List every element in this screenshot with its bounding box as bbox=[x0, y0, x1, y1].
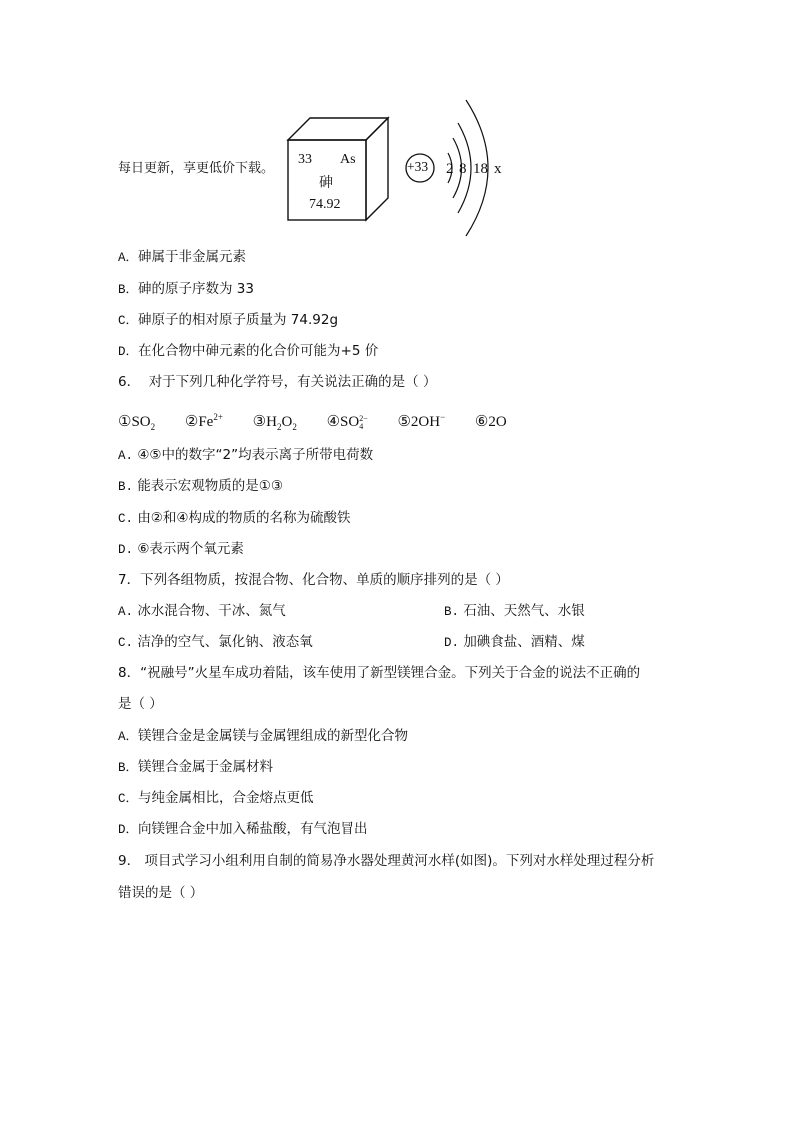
symbol-5: ⑤2OH− bbox=[397, 412, 446, 430]
q5-option-c: C．砷原子的相对原子质量为 74.92g bbox=[118, 312, 339, 328]
shell-electrons-3: 18 bbox=[473, 161, 488, 177]
shell-electrons-2: 8 bbox=[459, 161, 467, 177]
q7-stem: 7．下列各组物质，按混合物、化合物、单质的顺序排列的是（ ） bbox=[118, 572, 509, 588]
q8-option-a: A．镁锂合金是金属镁与金属锂组成的新型化合物 bbox=[118, 728, 409, 744]
q9-stem-line1: 9． 项目式学习小组利用自制的简易净水器处理黄河水样(如图)。下列对水样处理过程分析 bbox=[118, 853, 655, 869]
symbol-6: ⑥2O bbox=[474, 414, 507, 430]
q7-option-d: D. 加碘食盐、酒精、煤 bbox=[444, 634, 585, 650]
shell-electrons-4: x bbox=[494, 161, 502, 177]
q6-option-c: C. 由②和④构成的物质的名称为硫酸铁 bbox=[118, 510, 351, 526]
q7-option-b: B. 石油、天然气、水银 bbox=[444, 603, 585, 619]
q8-option-c: C．与纯金属相比，合金熔点更低 bbox=[118, 790, 314, 806]
symbol-2: $②Fe^{2+}$ bbox=[184, 412, 223, 430]
q9-stem-line2: 错误的是（ ） bbox=[118, 885, 204, 901]
q8-option-d: D．向镁锂合金中加入稀盐酸，有气泡冒出 bbox=[118, 821, 368, 837]
element-mass: 74.92 bbox=[309, 197, 341, 212]
q6-option-a: A. ④⑤中的数字“2”均表示离子所带电荷数 bbox=[118, 447, 374, 463]
q6-option-b: B. 能表示宏观物质的是①③ bbox=[118, 478, 284, 494]
element-name: 砷 bbox=[319, 176, 333, 191]
element-atomic-number: 33 bbox=[298, 152, 312, 167]
q8-stem-line2: 是（ ） bbox=[118, 696, 163, 712]
q6-symbols bbox=[118, 408, 533, 436]
q6-option-d: D. ⑥表示两个氧元素 bbox=[118, 541, 244, 557]
q5-option-a: A．砷属于非金属元素 bbox=[118, 249, 247, 265]
element-symbol: As bbox=[340, 152, 356, 167]
q8-stem-line1: 8．“祝融号”火星车成功着陆，该车使用了新型镁锂合金。下列关于合金的说法不正确的 bbox=[118, 665, 641, 681]
nucleus-charge: +33 bbox=[407, 159, 429, 174]
symbol-3: $③H_2O_2$ bbox=[252, 414, 297, 432]
q7-option-c: C. 洁净的空气、氯化钠、液态氧 bbox=[118, 634, 313, 650]
symbol-4: ④SO 2− 4 bbox=[326, 413, 368, 431]
q6-stem: 6． 对于下列几种化学符号，有关说法正确的是（ ） bbox=[118, 374, 437, 390]
header-text: 每日更新，享更低价下载。 bbox=[118, 161, 275, 176]
symbol-1: $①SO_2$ bbox=[118, 414, 156, 432]
q7-option-a: A. 冰水混合物、干冰、氮气 bbox=[118, 603, 286, 619]
q8-option-b: B．镁锂合金属于金属材料 bbox=[118, 759, 274, 775]
shell-electrons-1: 2 bbox=[446, 161, 454, 177]
q5-option-d: D．在化合物中砷元素的化合价可能为+5 价 bbox=[118, 343, 379, 359]
q5-option-b: B．砷的原子序数为 33 bbox=[118, 281, 254, 297]
